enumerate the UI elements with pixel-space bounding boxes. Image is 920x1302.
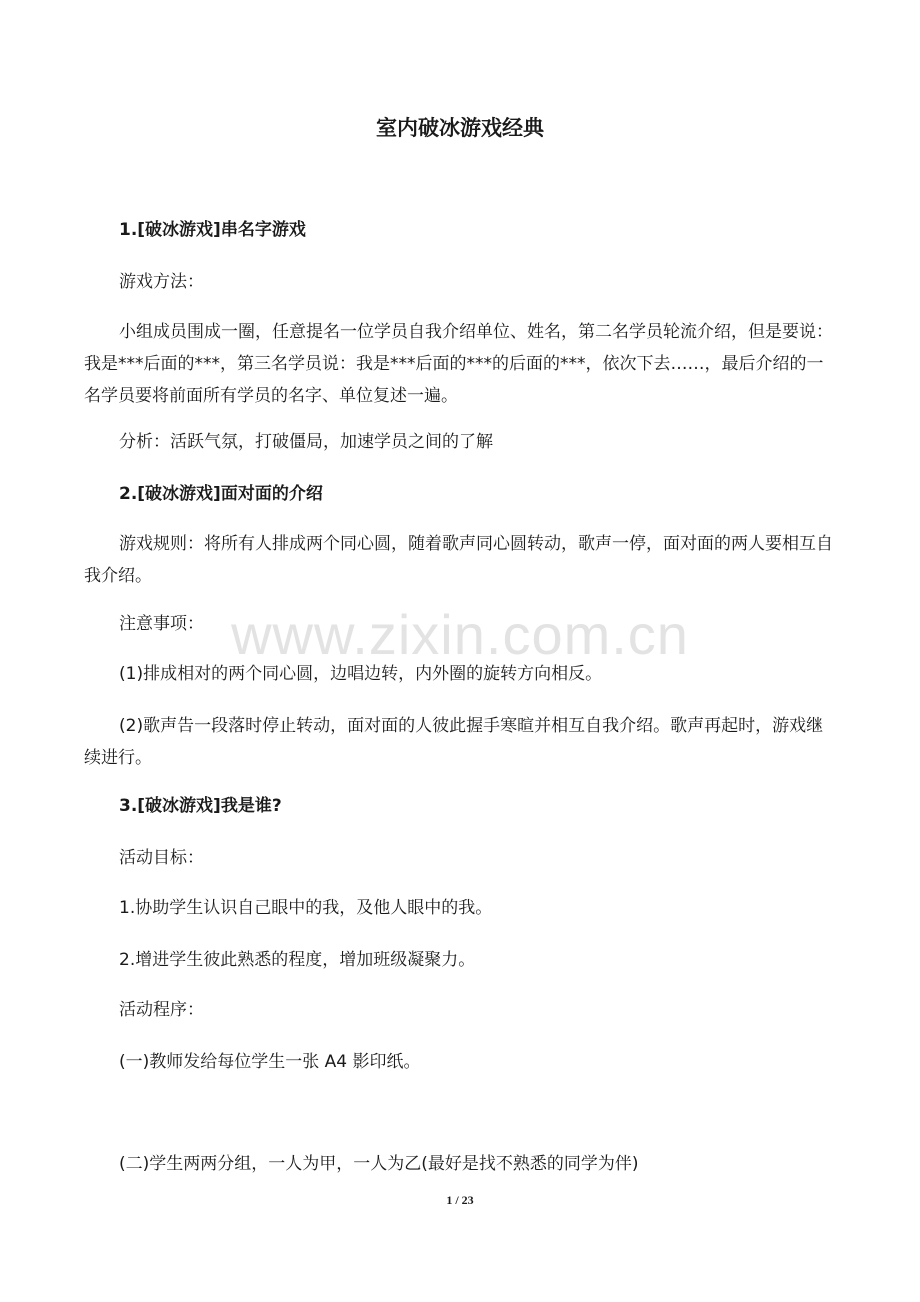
section-heading-3: 3.[破冰游戏]我是谁?: [119, 796, 282, 816]
watermark: www.zixin.com.cn: [231, 603, 689, 666]
section-heading-1: 1.[破冰游戏]串名字游戏: [119, 220, 306, 240]
paragraph: (二)学生两两分组，一人为甲，一人为乙(最好是找不熟悉的同学为伴): [119, 1154, 639, 1174]
paragraph: 1.协助学生认识自己眼中的我，及他人眼中的我。: [119, 898, 493, 918]
paragraph: 小组成员围成一圈，任意提名一位学员自我介绍单位、姓名，第二名学员轮流介绍，但是要说：我是***后面的***，第三名学员说：我是***后面的***的后面的***，依次下去……，最后介绍的一名学员要将前面所有学员的名字、单位复述一遍。: [84, 322, 833, 406]
paragraph: (2)歌声告一段落时停止转动，面对面的人彼此握手寒暄并相互自我介绍。歌声再起时，游戏继续进行。: [84, 716, 824, 768]
paragraph: 2.增进学生彼此熟悉的程度，增加班级凝聚力。: [119, 950, 476, 970]
paragraph: (一)教师发给每位学生一张 A4 影印纸。: [119, 1052, 421, 1072]
paragraph: 活动目标：: [119, 848, 204, 868]
paragraph: 活动程序：: [119, 1000, 204, 1020]
document-title: 室内破冰游戏经典: [376, 116, 544, 140]
paragraph: 分析：活跃气氛，打破僵局，加速学员之间的了解: [119, 432, 493, 452]
paragraph: (1)排成相对的两个同心圆，边唱边转，内外圈的旋转方向相反。: [119, 664, 603, 684]
section-heading-2: 2.[破冰游戏]面对面的介绍: [119, 484, 323, 504]
paragraph: 游戏方法：: [119, 272, 204, 292]
paragraph: 注意事项：: [119, 614, 204, 634]
page-number: 1 / 23: [446, 1193, 474, 1207]
paragraph: 游戏规则：将所有人排成两个同心圆，随着歌声同心圆转动，歌声一停，面对面的两人要相互自我介绍。: [84, 534, 833, 586]
